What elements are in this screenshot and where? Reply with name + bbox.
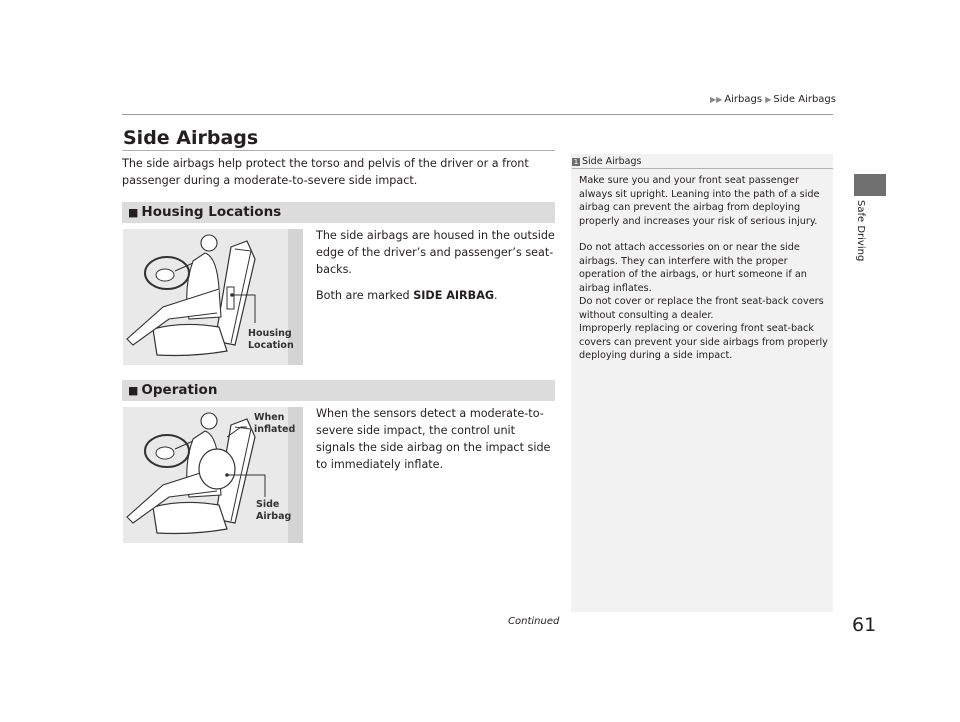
section-heading-text: Operation <box>141 382 218 398</box>
callout-line: When <box>254 412 285 423</box>
text-run: Both are marked <box>316 289 414 302</box>
breadcrumb-item-side-airbags[interactable]: Side Airbags <box>773 94 836 105</box>
callout-line: Housing <box>248 328 292 339</box>
callout-line: Location <box>248 340 294 351</box>
note-paragraph-3: Do not cover or replace the front seat-back covers without consulting a dealer. <box>579 296 824 321</box>
callout-when-inflated <box>254 412 295 436</box>
intro-paragraph: The side airbags help protect the torso and pelvis of the driver or a front passenger during a moderate-to-severe side impact. <box>122 157 529 187</box>
note-paragraph-2: Do not attach accessories on or near the side airbags. They can interfere with the proper operation of the airbags, or hurt someone if an airbag inflates. <box>579 242 807 294</box>
callout-housing-location <box>248 328 294 352</box>
breadcrumb <box>710 94 836 105</box>
operation-paragraph: When the sensors detect a moderate-to-severe side impact, the control unit signals the side airbag on the impact side to immediately inflate. <box>316 407 551 471</box>
note-paragraph-1: Make sure you and your front seat passenger always sit upright. Leaning into the path of a side airbag can prevent the airbag from deploying properly and increases your risk of serious injury. <box>579 175 820 227</box>
note-divider <box>572 168 833 169</box>
section-heading-operation <box>122 380 555 401</box>
callout-line: inflated <box>254 424 296 435</box>
note-paragraph-4: Improperly replacing or covering front seat-back covers can prevent your side airbags from properly deploying during a side impact. <box>579 323 828 361</box>
note-marker-icon: 1 <box>573 157 579 166</box>
note-heading-text: Side Airbags <box>582 156 642 167</box>
side-airbag-mark-text: SIDE AIRBAG <box>413 289 495 302</box>
housing-paragraph: The side airbags are housed in the outside edge of the driver’s and passenger’s seat-backs. <box>316 229 555 276</box>
section-tab-marker <box>854 174 886 196</box>
section-heading-text: Housing Locations <box>141 204 282 220</box>
callout-side-airbag <box>256 499 291 523</box>
breadcrumb-item-airbags[interactable]: Airbags <box>724 94 763 105</box>
square-bullet-icon: ■ <box>128 206 139 219</box>
arrow-right-icon: ▶▶ <box>710 95 723 104</box>
arrow-right-icon: ▶ <box>765 95 772 104</box>
housing-marked-paragraph <box>316 287 561 304</box>
page-title: Side Airbags <box>123 127 259 149</box>
header-divider <box>122 114 833 115</box>
section-heading-housing <box>122 202 555 223</box>
continued-label: Continued <box>508 616 560 627</box>
section-tab-text: Safe Driving <box>855 200 866 262</box>
text-run: . <box>494 289 498 302</box>
title-divider <box>122 150 555 151</box>
note-heading <box>572 156 641 167</box>
callout-line: Airbag <box>256 511 292 522</box>
square-bullet-icon: ■ <box>128 384 139 397</box>
callout-line: Side <box>256 499 280 510</box>
page-number: 61 <box>852 614 877 636</box>
section-tab-label <box>852 200 872 290</box>
